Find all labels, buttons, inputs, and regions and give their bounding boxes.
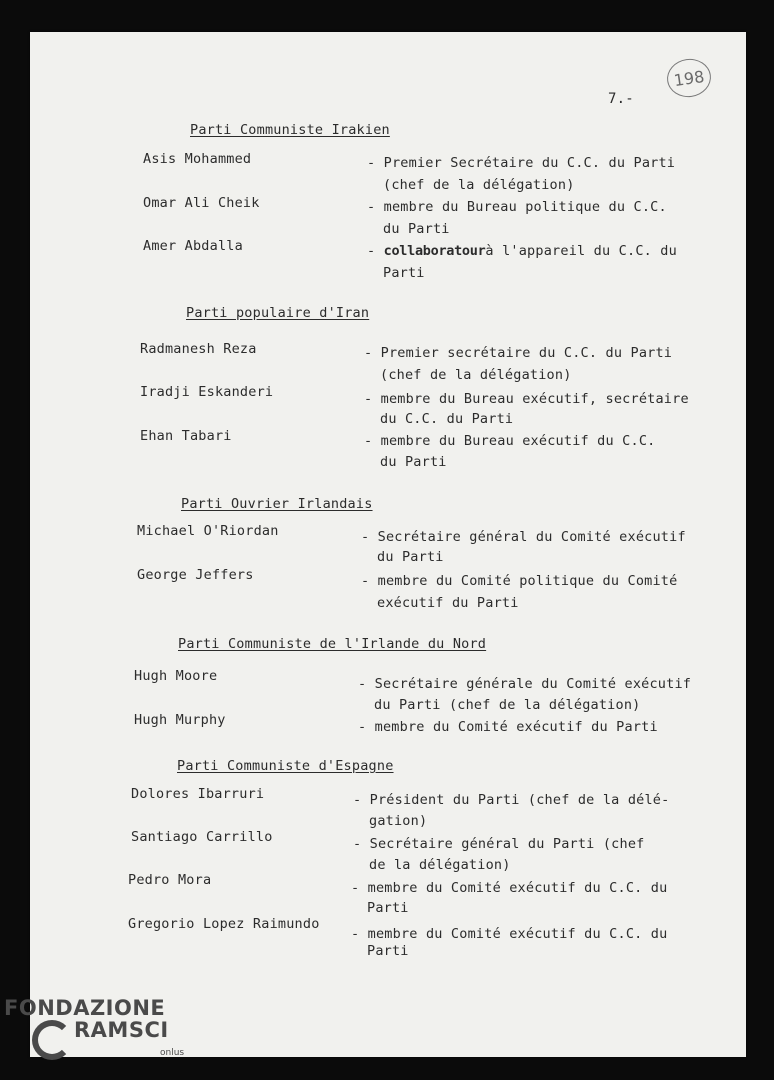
member-role: - Premier secrétaire du C.C. du Parti — [364, 345, 673, 361]
member-role: du C.C. du Parti — [380, 411, 514, 427]
g-logo-icon — [32, 1020, 72, 1060]
member-name: Asis Mohammed — [143, 151, 252, 167]
member-name: Santiago Carrillo — [131, 829, 273, 845]
member-role: - membre du Comité exécutif du C.C. du — [351, 880, 668, 896]
member-role: Parti — [383, 265, 425, 281]
member-role: de la délégation) — [369, 857, 511, 873]
member-name: Hugh Murphy — [134, 712, 226, 728]
member-role: - Premier Secrétaire du C.C. du Parti — [367, 155, 676, 171]
section-heading: Parti Communiste de l'Irlande du Nord — [178, 636, 487, 652]
watermark-line2: RAMSCI — [74, 1018, 169, 1042]
member-role: exécutif du Parti — [377, 595, 519, 611]
inserted-word: collaboratour — [383, 243, 486, 259]
member-role: gation) — [369, 813, 428, 829]
member-role: du Parti — [383, 221, 450, 237]
member-role: du Parti (chef de la délégation) — [374, 697, 641, 713]
member-name: Michael O'Riordan — [137, 523, 279, 539]
member-name: Hugh Moore — [134, 668, 218, 684]
member-role: Parti — [367, 900, 409, 916]
document-page — [30, 32, 746, 1057]
member-name: Gregorio Lopez Raimundo — [128, 916, 320, 932]
member-name: Ehan Tabari — [140, 428, 232, 444]
section-heading: Parti Ouvrier Irlandais — [181, 496, 373, 512]
member-name: Iradji Eskanderi — [140, 384, 274, 400]
member-role: - membre du Bureau exécutif du C.C. — [364, 433, 656, 449]
section-heading: Parti Communiste Irakien — [190, 122, 390, 138]
member-role: du Parti — [377, 549, 444, 565]
member-role: - Président du Parti (chef de la délé- — [353, 792, 670, 808]
watermark-line3: onlus — [160, 1048, 185, 1058]
member-role: - Secrétaire général du Comité exécutif — [361, 529, 686, 545]
member-name: Dolores Ibarruri — [131, 786, 265, 802]
member-role: du Parti — [380, 454, 447, 470]
member-name: Radmanesh Reza — [140, 341, 257, 357]
role-dash: - — [367, 243, 384, 259]
member-role: - membre du Comité exécutif du C.C. du — [351, 926, 668, 942]
member-role: (chef de la délégation) — [383, 177, 575, 193]
role-rest: à l'appareil du C.C. du — [485, 243, 677, 259]
member-role: - membre du Bureau exécutif, secrétaire — [364, 391, 689, 407]
member-name: Amer Abdalla — [143, 238, 243, 254]
member-role: Parti — [367, 943, 409, 959]
page-number: 7.- — [608, 91, 634, 107]
member-role: (chef de la délégation) — [380, 367, 572, 383]
archive-watermark — [4, 996, 194, 1076]
section-heading: Parti Communiste d'Espagne — [177, 758, 394, 774]
member-role: - Secrétaire générale du Comité exécutif — [358, 676, 692, 692]
watermark-line1: FONDAZIONE — [4, 996, 166, 1020]
member-name: Omar Ali Cheik — [143, 195, 260, 211]
member-role: - membre du Comité politique du Comité — [361, 573, 678, 589]
member-role: - membre du Bureau politique du C.C. — [367, 199, 667, 215]
member-name: George Jeffers — [137, 567, 254, 583]
section-heading: Parti populaire d'Iran — [186, 305, 370, 321]
member-role — [367, 245, 677, 259]
stamp-number: 198 — [672, 66, 706, 90]
member-role: - Secrétaire général du Parti (chef — [353, 836, 645, 852]
member-name: Pedro Mora — [128, 872, 212, 888]
member-role: - membre du Comité exécutif du Parti — [358, 719, 658, 735]
archive-stamp — [665, 56, 714, 100]
